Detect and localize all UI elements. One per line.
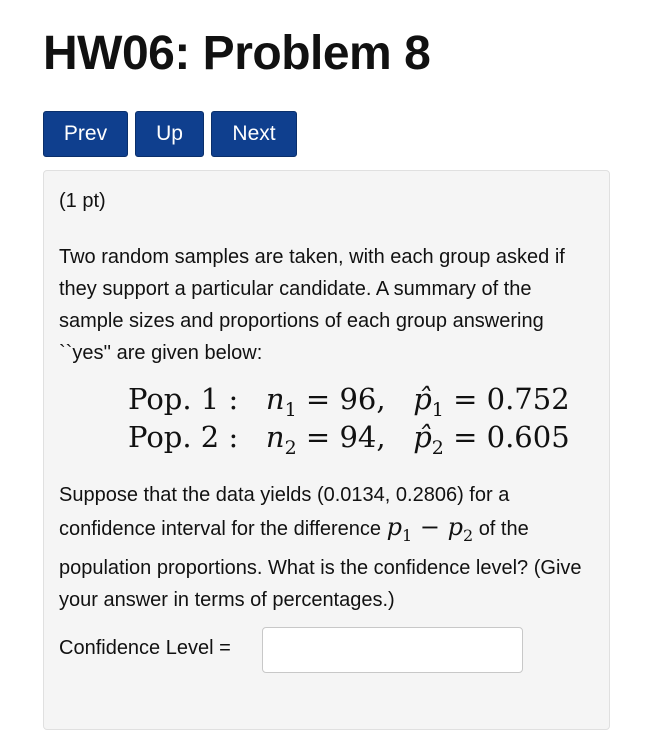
next-button[interactable]: Next bbox=[211, 111, 297, 157]
question-text-2: of the population proportions. What is the confidence level? (Give your answer in terms of percentages.) bbox=[59, 518, 582, 611]
question-text-1: Suppose that the data yields (0.0134, 0.2806) for a confidence interval for the difference bbox=[59, 484, 510, 540]
page-title: HW06: Problem 8 bbox=[43, 27, 431, 80]
pop1-n: 96 bbox=[339, 382, 377, 416]
problem-nav bbox=[43, 111, 297, 157]
confidence-level-input[interactable] bbox=[262, 627, 523, 673]
problem-intro: Two random samples are taken, with each group asked if they support a particular candidate. A summary of the sample sizes and proportions of each group answering ``yes'' are given below: bbox=[59, 246, 565, 364]
problem-question bbox=[59, 479, 594, 616]
answer-label: Confidence Level = bbox=[59, 637, 231, 659]
pop1-summary: Pop. 1 : $n_1 = 96$, $p̂_1 = 0.752$ bbox=[128, 382, 570, 421]
difference-expression: $p_1 - p_2$ bbox=[386, 513, 474, 545]
prev-button[interactable]: Prev bbox=[43, 111, 128, 157]
pop2-p-hat: 0.605 bbox=[486, 420, 570, 454]
pop2-summary: Pop. 2 : $n_2 = 94$, $p̂_2 = 0.605$ bbox=[128, 420, 570, 459]
up-button[interactable]: Up bbox=[135, 111, 204, 157]
pop1-label: Pop. 1 : bbox=[128, 382, 239, 416]
problem-points: (1 pt) bbox=[59, 190, 106, 212]
pop2-n: 94 bbox=[339, 420, 377, 454]
pop2-label: Pop. 2 : bbox=[128, 420, 239, 454]
pop1-p-hat: 0.752 bbox=[486, 382, 570, 416]
